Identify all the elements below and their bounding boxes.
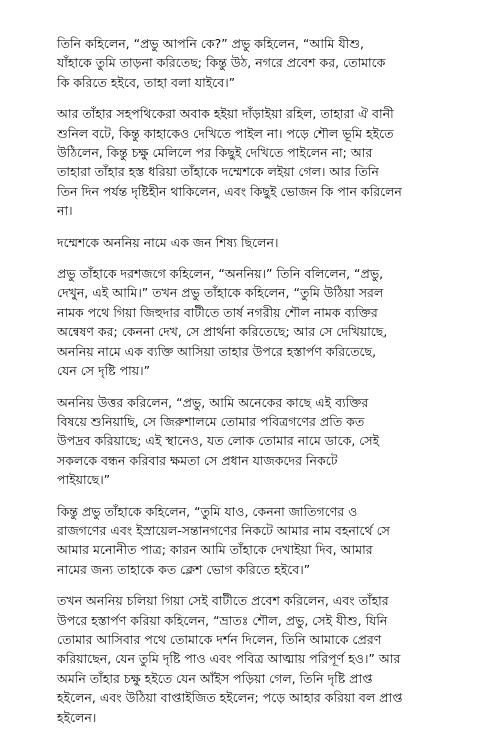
text-line: সকলকে বন্ধন করিবার ক্ষমতা সে প্রধান যাজকদের নিকটে [57,452,338,468]
text-line: রাজগণের এবং ইস্রায়েল-সন্তানগণের নিকটে আমার নাম বহনার্থে সে [57,522,390,538]
text-line: প্রভু তাঁহাকে দরশজগে কহিলেন, “অননিয়।” তিনি বলিলেন, “প্রভু, [57,266,384,282]
text-line: উঠিলেন, কিন্তু চক্ষু মেলিলে পর কিছুই দেখিতে পাইলেন না; আর [57,145,373,161]
text-line: শুনিল বটে, কিন্তু কাহাকেও দেখিতে পাইল না। পড়ে শৌল ভূমি হইতে [57,125,394,141]
text-line: অমনি তাঁহার চক্ষু হইতে যেন আঁইস পড়িয়া গেল, তিনি দৃষ্টি প্রাপ্ত [57,670,373,686]
text-line: কি করিতে হইবে, তাহা বলা যাইবে।” [57,74,236,90]
text-line: যেন সে দৃষ্টি পায়।” [57,363,151,379]
paragraph-3 [57,233,439,252]
paragraph-2 [57,104,439,220]
text-line: তিন দিন পর্যন্ত দৃষ্টিহীন থাকিলেন, এবং কিছুই ভোজন কি পান করিলেন [57,183,402,199]
text-line: না। [57,203,73,219]
text-line: তখন অননিয় চলিয়া গিয়া সেই বাটীতে প্রবেশ করিলেন, এবং তাঁহার [57,593,389,609]
text-line: অননিয় নামে এক ব্যক্তি আসিয়া তাহার উপরে হস্তার্পণ করিতেছে, [57,343,377,359]
text-line: তিনি কহিলেন, “প্রভু আপনি কে?” প্রভু কহিলেন, “আমি যীশু, [57,36,364,51]
text-line: তোমার আসিবার পথে তোমাকে দর্শন দিলেন, তিনি আমাকে প্রেরণ [57,631,382,647]
text-line: হইলেন, এবং উঠিয়া বাপ্তাইজিত হইলেন; পড়ে আহার করিয়া বল প্রাপ্ত [57,690,403,706]
text-line: উপরে হস্তার্পণ করিয়া কহিলেন, “ভ্রাতঃ শৌল, প্রভু, সেই যীশু, যিনি [57,612,388,628]
text-line: তাহারা তাঁহার হস্ত ধরিয়া তাঁহাকে দম্মেশকে লইয়া গেল। আর তিনি [57,164,379,180]
text-line: আমার মনোনীত পাত্র; কারন আমি তাঁহাকে দেখাইয়া দিব, আমার [57,542,373,558]
text-line: পাইয়াছে।” [57,472,111,488]
paragraph-6 [57,502,439,580]
text-line: দেখুন, এই আমি।” তখন প্রভু তাঁহাকে কহিলেন, “তুমি উঠিয়া সরল [57,285,384,301]
paragraph-7 [57,591,439,727]
paragraph-4 [57,264,439,380]
text-line: কিন্তু প্রভু তাঁহাকে কহিলেন, “তুমি যাও, কেননা জাতিগণের ও [57,503,358,519]
text-line: অননিয় উত্তর করিলেন, “প্রভু, আমি অনেকের কাছে এই ব্যক্তির [57,394,369,410]
text-line: করিয়াছেন, যেন তুমি দৃষ্টি পাও এবং পবিত্র আত্মায় পরিপূর্ণ হও।” আর [57,651,401,667]
text-line: বিষয়ে শুনিয়াছি, সে জিরুশালমে তোমার পবিত্রগণের প্রতি কত [57,413,365,429]
body-text [57,34,439,739]
text-line: উপদ্রব করিয়াছে; এই স্থানেও, যত লোক তোমার নামে ডাকে, সেই [57,433,380,449]
paragraph-5 [57,393,439,490]
text-line: হইলেন। [57,709,97,725]
text-line: নামের জন্য তাহাকে কত ক্লেশ ভোগ করিতে হইবে।” [57,561,311,577]
text-line: দম্মেশকে অননিয় নামে এক জন শিষ্য ছিলেন। [57,234,279,250]
paragraph-1 [57,34,439,92]
text-line: নামক পথে গিয়া জিহুদার বাটীতে তার্ষ নগরীয় শৌল নামক ব্যক্তির [57,304,378,320]
text-line: অন্বেষণ কর; কেননা দেখ, সে প্রার্থনা করিতেছে; আর সে দেখিয়াছে, [57,324,388,340]
text-line: যাঁহাকে তুমি তাড়না করিতেছ; কিন্তু উঠ, নগরে প্রবেশ কর, তোমাকে [57,55,386,71]
text-line: আর তাঁহার সহপথিকেরা অবাক হইয়া দাঁড়াইয়া রহিল, তাহারা ঐ বানী [57,106,394,122]
